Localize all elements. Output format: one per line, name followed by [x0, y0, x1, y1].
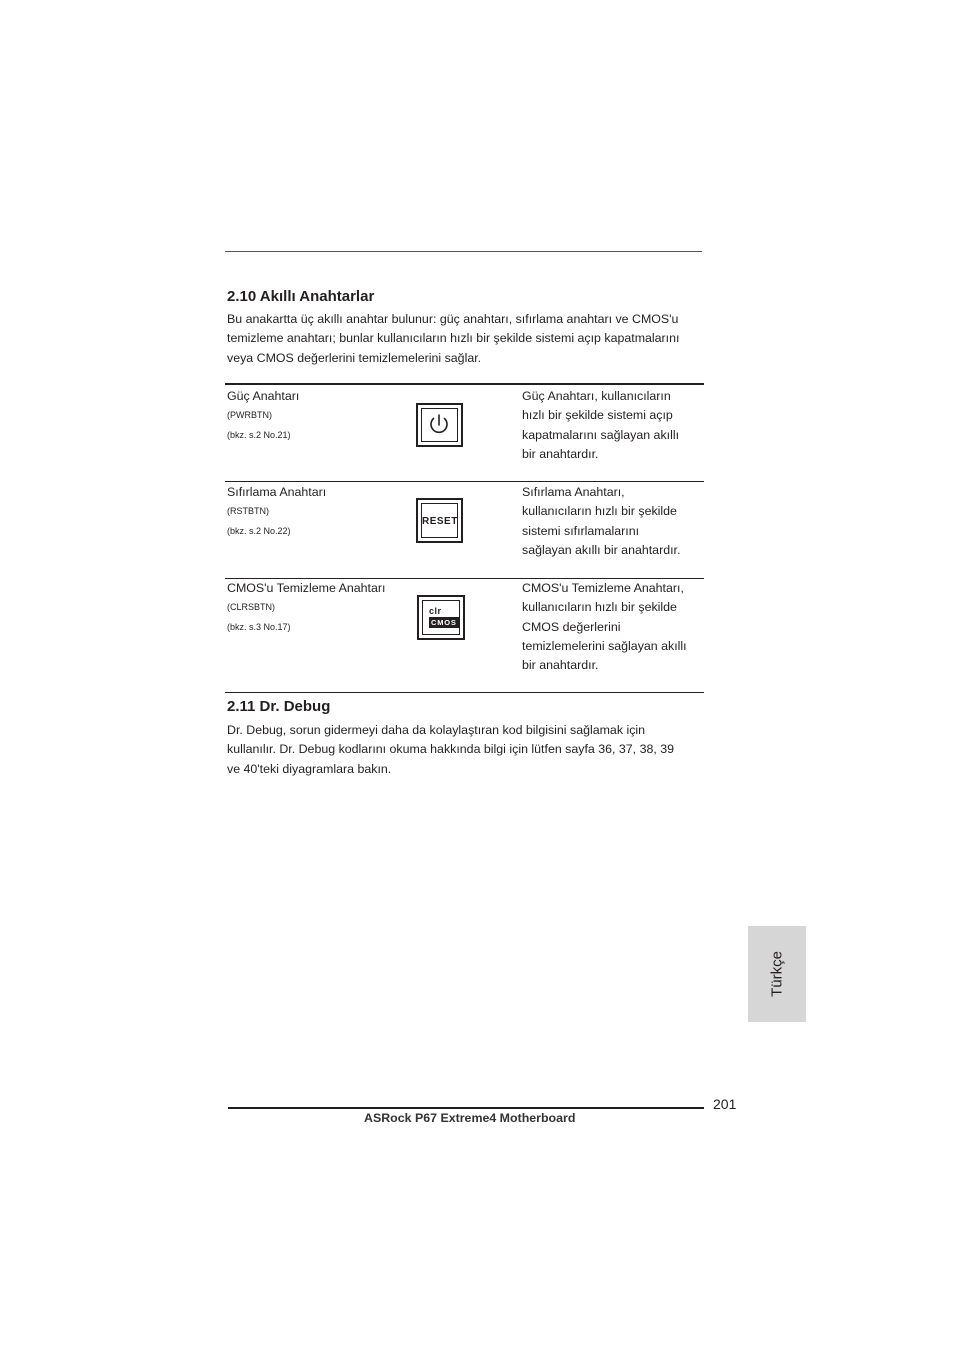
description-line: bir anahtardır. — [522, 658, 599, 673]
reset-icon — [421, 503, 458, 538]
power-button-graphic — [416, 403, 463, 447]
clear-cmos-switch-name: CMOS'u Temizleme Anahtarı — [227, 581, 386, 595]
reset-button-graphic — [416, 498, 463, 543]
power-switch-ref: (bkz. s.2 No.21) — [227, 430, 291, 440]
footer-rule — [228, 1107, 704, 1109]
description-line: sistemi sıfırlamalarını — [522, 523, 640, 538]
description-line: sağlayan akıllı bir anahtardır. — [522, 542, 681, 557]
intro-line: veya CMOS değerlerini temizlemelerini sağlar. — [227, 350, 482, 365]
smart-switches-intro — [227, 310, 707, 368]
clear-cmos-switch-ref: (bkz. s.3 No.17) — [227, 622, 291, 632]
power-switch-description — [522, 387, 679, 464]
intro-line: Bu anakartta üç akıllı anahtar bulunur: güç anahtarı, sıfırlama anahtarı ve CMOS'u — [227, 312, 679, 326]
table-top-rule — [225, 383, 704, 385]
reset-switch-name: Sıfırlama Anahtarı — [227, 485, 327, 499]
reset-switch-code: (RSTBTN) — [227, 506, 269, 516]
body-line: Dr. Debug, sorun gidermeyi daha da kolaylaştıran kod bilgisini sağlamak için — [227, 723, 646, 737]
description-line: CMOS değerlerini — [522, 619, 621, 634]
power-icon — [421, 408, 458, 442]
top-divider — [225, 251, 702, 252]
clear-cmos-switch-description — [522, 579, 687, 675]
section-heading-dr-debug: 2.11 Dr. Debug — [227, 698, 331, 715]
row-divider — [225, 481, 704, 482]
description-line: bir anahtardır. — [522, 446, 599, 461]
description-line: temizlemelerini sağlayan akıllı — [522, 638, 687, 653]
clear-cmos-icon-label-bottom: CMOS — [431, 618, 457, 627]
description-line: Güç Anahtarı, kullanıcıların — [522, 389, 671, 403]
description-line: Sıfırlama Anahtarı, — [522, 485, 625, 499]
clear-cmos-switch-code: (CLRSBTN) — [227, 602, 276, 612]
description-line: hızlı bir şekilde sistemi açıp — [522, 408, 673, 423]
intro-line: temizleme anahtarı; bunlar kullanıcıların hızlı bir şekilde sistemi açıp kapatmalarını — [227, 331, 680, 346]
body-line: ve 40'teki diyagramlara bakın. — [227, 761, 392, 776]
reset-icon-label: RESET — [422, 516, 458, 527]
description-line: kapatmalarını sağlayan akıllı — [522, 427, 680, 442]
reset-switch-ref: (bkz. s.2 No.22) — [227, 526, 291, 536]
clear-cmos-button-graphic — [417, 595, 465, 640]
description-line: kullanıcıların hızlı bir şekilde — [522, 504, 677, 519]
table-bottom-rule — [225, 692, 704, 693]
footer-product-name: ASRock P67 Extreme4 Motherboard — [364, 1111, 576, 1125]
clear-cmos-icon — [422, 600, 460, 635]
description-line: kullanıcıların hızlı bir şekilde — [522, 600, 677, 615]
page-number: 201 — [713, 1096, 737, 1112]
reset-switch-description — [522, 483, 680, 560]
clear-cmos-icon-label-top: clr — [429, 606, 442, 616]
language-tab-label: Türkçe — [768, 951, 786, 997]
dr-debug-body — [227, 721, 707, 779]
description-line: CMOS'u Temizleme Anahtarı, — [522, 581, 684, 595]
power-switch-code: (PWRBTN) — [227, 410, 272, 420]
body-line: kullanılır. Dr. Debug kodlarını okuma hakkında bilgi için lütfen sayfa 36, 37, 38, 39 — [227, 742, 675, 757]
section-heading-smart-switches: 2.10 Akıllı Anahtarlar — [227, 288, 375, 305]
language-tab — [748, 926, 806, 1022]
power-switch-name: Güç Anahtarı — [227, 389, 300, 403]
